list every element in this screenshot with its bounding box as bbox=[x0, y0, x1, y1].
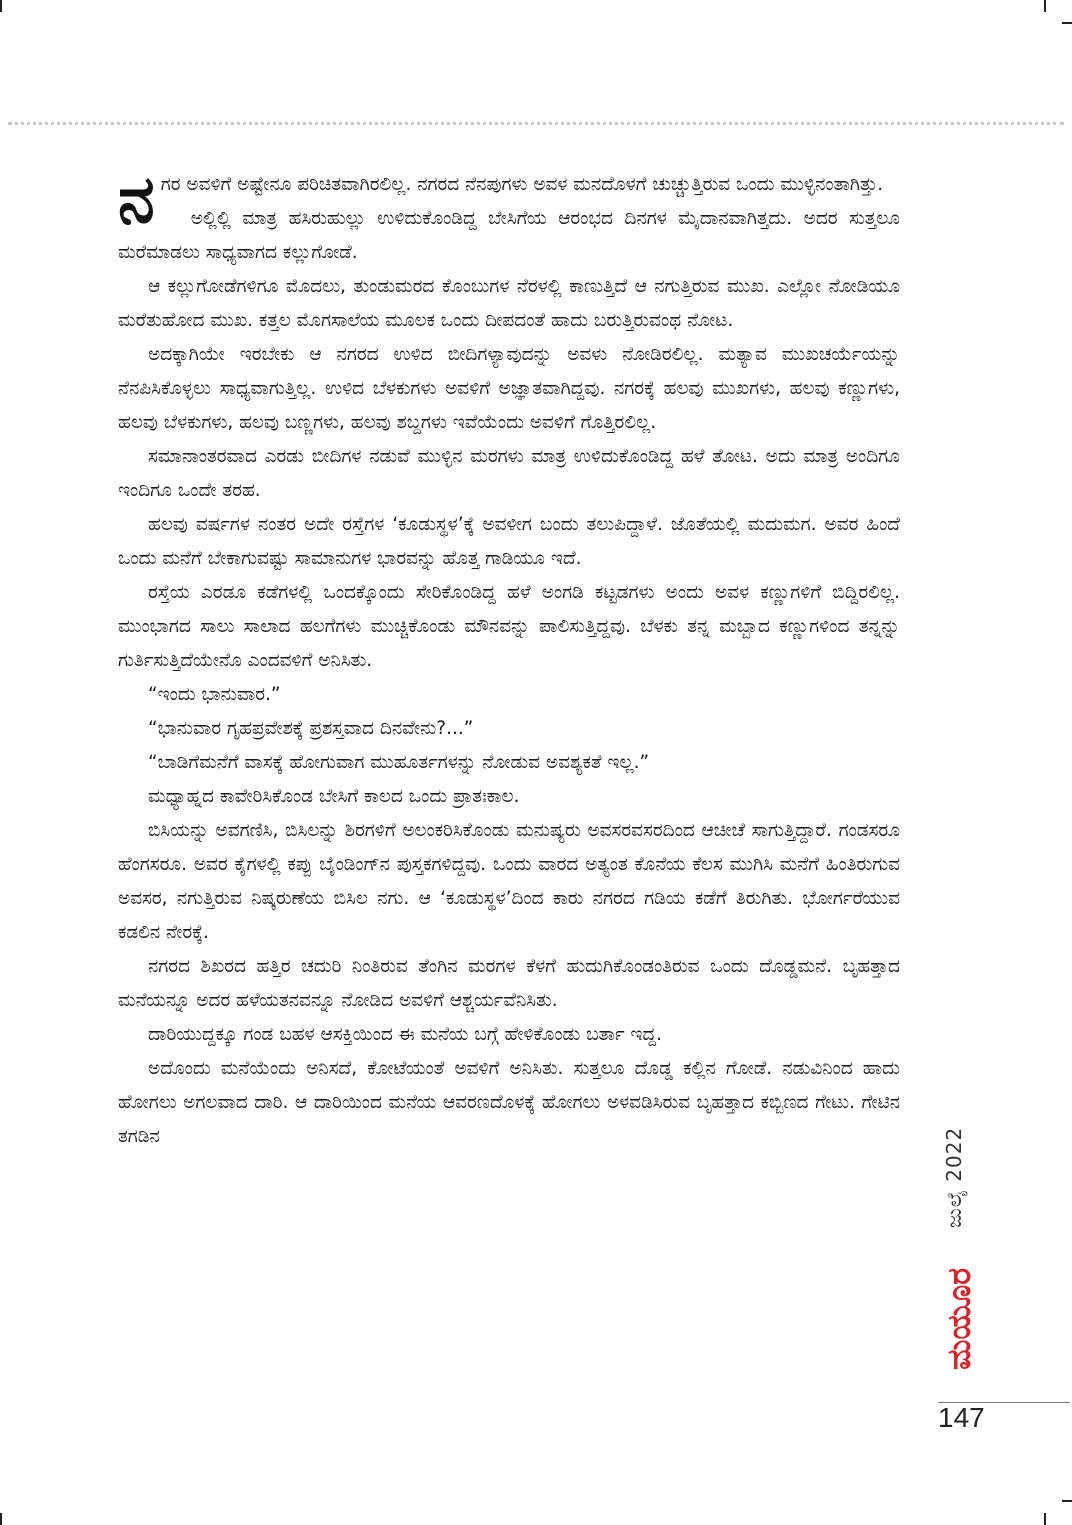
paragraph: ಅದಕ್ಕಾಗಿಯೇ ಇರಬೇಕು ಆ ನಗರದ ಉಳಿದ ಬೀದಿಗಳ್ಯಾವುದನ್ನು ಅವಳು ನೋಡಿರಲಿಲ್ಲ. ಮತ್ಯಾವ ಮುಖಚರ್ಯೆಯನ್ನು ನೆನಪಿಸಿಕೊಳ್ಳಲು ಸಾಧ್ಯವಾಗುತ್ತಿಲ್ಲ. ಉಳಿದ ಬೆಳಕುಗಳು ಅವಳಿಗೆ ಅಜ್ಞಾತವಾಗಿದ್ದವು. ನಗರಕ್ಕೆ ಹಲವು ಮುಖಗಳು, ಹಲವು ಕಣ್ಣುಗಳು, ಹಲವು ಬೆಳಕುಗಳು, ಹಲವು ಬಣ್ಣಗಳು, ಹಲವು ಶಬ್ದಗಳು ಇವೆಯೆಂದು ಅವಳಿಗೆ ಗೊತ್ತಿರಲಿಲ್ಲ. bbox=[118, 344, 900, 433]
issue-date: ಜುಲೈ 2022 bbox=[942, 1126, 966, 1228]
header-dotted-rule bbox=[8, 122, 1064, 125]
crop-mark-top-left bbox=[0, 0, 2, 12]
paragraph: ಆ ಕಲ್ಲುಗೋಡೆಗಳಿಗೂ ಮೊದಲು, ತುಂಡುಮರದ ಕೊಂಬುಗಳ ನೆರಳಲ್ಲಿ ಕಾಣುತ್ತಿದೆ ಆ ನಗುತ್ತಿರುವ ಮುಖ. ಎಲ್ಲೋ ನೋಡಿಯೂ ಮರೆತುಹೋದ ಮುಖ. ಕತ್ತಲ ಮೊಗಸಾಲೆಯ ಮೂಲಕ ಒಂದು ದೀಪದಂತೆ ಹಾದು ಬರುತ್ತಿರುವಂಥ ನೋಟ. bbox=[118, 276, 900, 331]
paragraph: ರಸ್ತೆಯ ಎರಡೂ ಕಡೆಗಳಲ್ಲಿ ಒಂದಕ್ಕೊಂದು ಸೇರಿಕೊಂಡಿದ್ದ ಹಳೆ ಅಂಗಡಿ ಕಟ್ಟಡಗಳು ಅಂದು ಅವಳ ಕಣ್ಣುಗಳಿಗೆ ಬಿದ್ದಿರಲಿಲ್ಲ. ಮುಂಭಾಗದ ಸಾಲು ಸಾಲಾದ ಹಲಗೆಗಳು ಮುಚ್ಚಿಕೊಂಡು ಮೌನವನ್ನು ಪಾಲಿಸುತ್ತಿದ್ದವು. ಬೆಳಕು ತನ್ನ ಮಬ್ಬಾದ ಕಣ್ಣುಗಳಿಂದ ತನ್ನನ್ನು ಗುರ್ತಿಸುತ್ತಿದೆಯೇನೊ ಎಂದವಳಿಗೆ ಅನಿಸಿತು. bbox=[118, 582, 900, 671]
paragraph: ಅಲ್ಲಿಲ್ಲಿ ಮಾತ್ರ ಹಸಿರುಹುಲ್ಲು ಉಳಿದುಕೊಂಡಿದ್ದ ಬೇಸಿಗೆಯ ಆರಂಭದ ದಿನಗಳ ಮೈದಾನವಾಗಿತ್ತದು. ಅದರ ಸುತ್ತಲೂ ಮರೆಮಾಡಲು ಸಾಧ್ಯವಾಗದ ಕಲ್ಲುಗೋಡೆ. bbox=[118, 208, 900, 263]
paragraph: ಮಧ್ಯಾಹ್ನದ ಕಾವೇರಿಸಿಕೊಂಡ ಬೇಸಿಗೆ ಕಾಲದ ಒಂದು ಪ್ರಾತಃಕಾಲ. bbox=[148, 786, 520, 807]
crop-mark-right-top bbox=[1062, 22, 1072, 24]
drop-cap: ನ bbox=[118, 161, 155, 238]
dialogue-line: “ಇಂದು ಭಾನುವಾರ.” bbox=[148, 684, 281, 705]
paragraph-text: ಗರ ಅವಳಿಗೆ ಅಷ್ಟೇನೂ ಪರಿಚಿತವಾಗಿರಲಿಲ್ಲ. ನಗರದ ನೆನಪುಗಳು ಅವಳ ಮನದೊಳಗೆ ಚುಚ್ಚುತ್ತಿರುವ ಒಂದು ಮುಳ್ಳಿನಂತಾಗಿತ್ತು. bbox=[160, 174, 884, 195]
crop-mark-top-right bbox=[1044, 0, 1046, 12]
dialogue-line: “ಭಾನುವಾರ ಗೃಹಪ್ರವೇಶಕ್ಕೆ ಪ್ರಶಸ್ತವಾದ ದಿನವೇನು?...” bbox=[148, 718, 474, 739]
paragraph: ಬಿಸಿಯನ್ನು ಅವಗಣಿಸಿ, ಬಿಸಿಲನ್ನು ಶಿರಗಳಿಗೆ ಅಲಂಕರಿಸಿಕೊಂಡು ಮನುಷ್ಯರು ಅವಸರವಸರದಿಂದ ಆಚೀಚೆ ಸಾಗುತ್ತಿದ್ದಾರೆ. ಗಂಡಸರೂ ಹೆಂಗಸರೂ. ಅವರ ಕೈಗಳಲ್ಲಿ ಕಪ್ಪು ಬೈಂಡಿಂಗ್‌ನ ಪುಸ್ತಕಗಳಿದ್ದವು. ಒಂದು ವಾರದ ಅತ್ಯಂತ ಕೊನೆಯ ಕೆಲಸ ಮುಗಿಸಿ ಮನೆಗೆ ಹಿಂತಿರುಗುವ ಅವಸರ, ನಗುತ್ತಿರುವ ನಿಷ್ಕರುಣೆಯ ಬಿಸಿಲ ನಗು. ಆ ‘ಕೂಡುಸ್ಥಳ’ದಿಂದ ಕಾರು ನಗರದ ಗಡಿಯ ಕಡೆಗೆ ತಿರುಗಿತು. ಭೋರ್ಗರೆಯುವ ಕಡಲಿನ ನೇರಕ್ಕೆ. bbox=[118, 820, 900, 943]
paragraph: ಅದೊಂದು ಮನೆಯೆಂದು ಅನಿಸದೆ, ಕೋಟೆಯಂತೆ ಅವಳಿಗೆ ಅನಿಸಿತು. ಸುತ್ತಲೂ ದೊಡ್ಡ ಕಲ್ಲಿನ ಗೋಡೆ. ನಡುವಿನಿಂದ ಹಾದು ಹೋಗಲು ಅಗಲವಾದ ದಾರಿ. ಆ ದಾರಿಯಿಂದ ಮನೆಯ ಆವರಣದೊಳಕ್ಕೆ ಹೋಗಲು ಅಳವಡಿಸಿರುವ ಬೃಹತ್ತಾದ ಕಬ್ಬಿಣದ ಗೇಟು. ಗೇಟಿನ ತಗಡಿನ bbox=[118, 1058, 900, 1147]
paragraph: ದಾರಿಯುದ್ದಕ್ಕೂ ಗಂಡ ಬಹಳ ಆಸಕ್ತಿಯಿಂದ ಈ ಮನೆಯ ಬಗ್ಗೆ ಹೇಳಿಕೊಂಡು ಬರ್ತಾ ಇದ್ದ. bbox=[148, 1024, 662, 1045]
crop-mark-bottom-left bbox=[0, 1513, 2, 1525]
magazine-logo: ಮಯೂರ bbox=[940, 1267, 978, 1370]
paragraph: ಹಲವು ವರ್ಷಗಳ ನಂತರ ಅದೇ ರಸ್ತೆಗಳ ‘ಕೂಡುಸ್ಥಳ’ಕ್ಕೆ ಅವಳೀಗ ಬಂದು ತಲುಪಿದ್ದಾಳೆ. ಜೊತೆಯಲ್ಲಿ ಮದುಮಗ. ಅವರ ಹಿಂದೆ ಒಂದು ಮನೆಗೆ ಬೇಕಾಗುವಷ್ಟು ಸಾಮಾನುಗಳ ಭಾರವನ್ನು ಹೊತ್ತ ಗಾಡಿಯೂ ಇದೆ. bbox=[118, 514, 900, 569]
paragraph: ಸಮಾನಾಂತರವಾದ ಎರಡು ಬೀದಿಗಳ ನಡುವೆ ಮುಳ್ಳಿನ ಮರಗಳು ಮಾತ್ರ ಉಳಿದುಕೊಂಡಿದ್ದ ಹಳೆ ತೋಟ. ಅದು ಮಾತ್ರ ಅಂದಿಗೂ ಇಂದಿಗೂ ಒಂದೇ ತರಹ. bbox=[118, 446, 900, 501]
page-number: 147 bbox=[938, 1402, 985, 1433]
crop-mark-bottom-right bbox=[1044, 1513, 1046, 1525]
paragraph: ನಗರದ ಶಿಖರದ ಹತ್ತಿರ ಚದುರಿ ನಿಂತಿರುವ ತೆಂಗಿನ ಮರಗಳ ಕೆಳಗೆ ಹುದುಗಿಕೊಂಡಂತಿರುವ ಒಂದು ದೊಡ್ಡಮನೆ. ಬೃಹತ್ತಾದ ಮನೆಯನ್ನೂ ಅದರ ಹಳೆಯತನವನ್ನೂ ನೋಡಿದ ಅವಳಿಗೆ ಆಶ್ಚರ್ಯವೆನಿಸಿತು. bbox=[118, 956, 900, 1011]
crop-mark-right-bottom bbox=[1062, 1500, 1072, 1502]
article-body bbox=[118, 161, 900, 1154]
dialogue-line: “ಬಾಡಿಗೆಮನೆಗೆ ವಾಸಕ್ಕೆ ಹೋಗುವಾಗ ಮುಹೂರ್ತಗಳನ್ನು ನೋಡುವ ಅವಶ್ಯಕತೆ ಇಲ್ಲ.” bbox=[148, 752, 650, 773]
